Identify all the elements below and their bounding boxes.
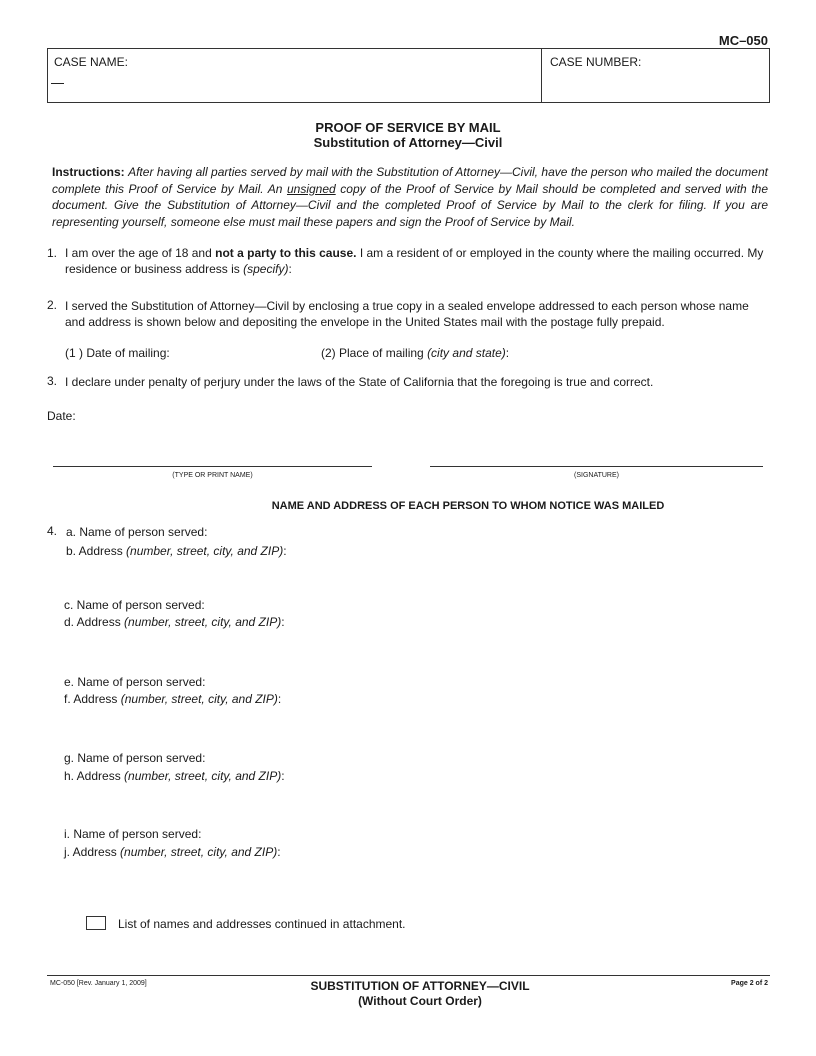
item-3-number: 3.	[47, 374, 58, 388]
place-colon: :	[505, 346, 510, 360]
item-1-text	[65, 245, 768, 277]
case-name-field[interactable]	[51, 83, 64, 85]
instructions-text-2: copy of the Proof of Service by Mail should be completed and served with the document. Give the Substitution of Attorney—Civil and the completed Proof of Service by Mail to the clerk for filing. If you are representing yourself, someone else must mail these papers and sign the Proof of Service by Mail.	[52, 181, 768, 229]
item-3-text: I declare under penalty of perjury under the laws of the State of California that the foregoing is true and correct.	[65, 375, 654, 389]
item-1-bold: not a party to this cause.	[215, 246, 357, 260]
place-of-mailing-hint: (city and state)	[427, 346, 506, 360]
address-hint: (number, street, city, and ZIP)	[124, 769, 282, 783]
person-c-address-label	[64, 614, 285, 630]
item-1-colon: :	[288, 262, 292, 276]
address-colon: :	[277, 845, 281, 859]
attachment-label: List of names and addresses continued in attachment.	[118, 917, 406, 931]
address-hint: (number, street, city, and ZIP)	[120, 845, 278, 859]
instructions-text: After having all parties served by mail with the Substitution of Attorney—Civil, have the person who mailed the document complete this Proof of Service by Mail. An	[52, 165, 768, 196]
person-e-address-label	[64, 691, 281, 707]
person-e-name-label: e. Name of person served:	[64, 675, 206, 689]
address-colon: :	[283, 544, 287, 558]
address-label: b. Address	[66, 544, 123, 558]
print-name-line[interactable]	[53, 466, 372, 467]
form-id: MC–050	[718, 33, 768, 48]
person-c-name-label: c. Name of person served:	[64, 598, 205, 612]
address-label: d. Address	[64, 615, 121, 629]
item-2-number: 2.	[47, 298, 58, 312]
signature-caption: (SIGNATURE)	[574, 472, 619, 479]
address-hint: (number, street, city, and ZIP)	[126, 544, 284, 558]
case-name-label: CASE NAME:	[54, 55, 129, 69]
date-of-mailing-label: (1 ) Date of mailing:	[65, 346, 170, 360]
address-label: h. Address	[64, 769, 121, 783]
print-name-caption: (TYPE OR PRINT NAME)	[172, 472, 253, 479]
page-number: Page 2 of 2	[731, 980, 768, 987]
person-i-address-label	[64, 844, 281, 860]
signature-line[interactable]	[430, 466, 763, 467]
item-4-number: 4.	[47, 524, 58, 538]
instructions	[52, 164, 768, 230]
address-colon: :	[281, 615, 285, 629]
person-g-address-label	[64, 768, 285, 784]
case-box-divider	[541, 49, 542, 102]
item-1-number: 1.	[47, 246, 58, 260]
page-subtitle: Substitution of Attorney—Civil	[313, 135, 503, 150]
item-1-text-b: I am a resident of or employed in the county where the mailing occurred. My residence or business address is	[65, 246, 764, 276]
person-a-name-label: a. Name of person served:	[66, 525, 208, 539]
attachment-checkbox[interactable]	[86, 916, 106, 930]
case-number-label: CASE NUMBER:	[550, 55, 642, 69]
footer-title-line-2: (Without Court Order)	[358, 994, 482, 1008]
place-of-mailing-label	[321, 345, 509, 361]
address-label: j. Address	[64, 845, 117, 859]
item-1-text-a: I am over the age of 18 and	[65, 246, 212, 260]
instructions-underlined: unsigned	[286, 181, 336, 196]
person-g-name-label: g. Name of person served:	[64, 751, 206, 765]
address-hint: (number, street, city, and ZIP)	[124, 615, 282, 629]
item-2-text: I served the Substitution of Attorney—Civil by enclosing a true copy in a sealed envelope addressed to each person whose name and address is shown below and depositing the envelope in the United States mail with the postage fully prepaid.	[65, 299, 749, 329]
address-colon: :	[277, 692, 282, 706]
item-1-specify: (specify)	[243, 262, 289, 276]
footer-title-line-1: SUBSTITUTION OF ATTORNEY—CIVIL	[310, 979, 530, 993]
case-header-box	[47, 48, 770, 103]
place-of-mailing-text: (2) Place of mailing	[321, 346, 424, 360]
instructions-lead: Instructions:	[52, 165, 125, 179]
address-hint: (number, street, city, and ZIP)	[120, 692, 278, 706]
section-heading: NAME AND ADDRESS OF EACH PERSON TO WHOM NOTICE WAS MAILED	[271, 500, 665, 512]
address-label: f. Address	[64, 692, 118, 706]
person-a-address-label	[66, 543, 287, 559]
footer-title	[0, 979, 816, 1009]
footer-rule	[47, 975, 770, 976]
date-label: Date:	[47, 409, 76, 423]
person-i-name-label: i. Name of person served:	[64, 827, 202, 841]
page-title: PROOF OF SERVICE BY MAIL	[315, 120, 501, 135]
address-colon: :	[281, 769, 285, 783]
footer-form-revision: MC-050 [Rev. January 1, 2009]	[50, 980, 147, 987]
